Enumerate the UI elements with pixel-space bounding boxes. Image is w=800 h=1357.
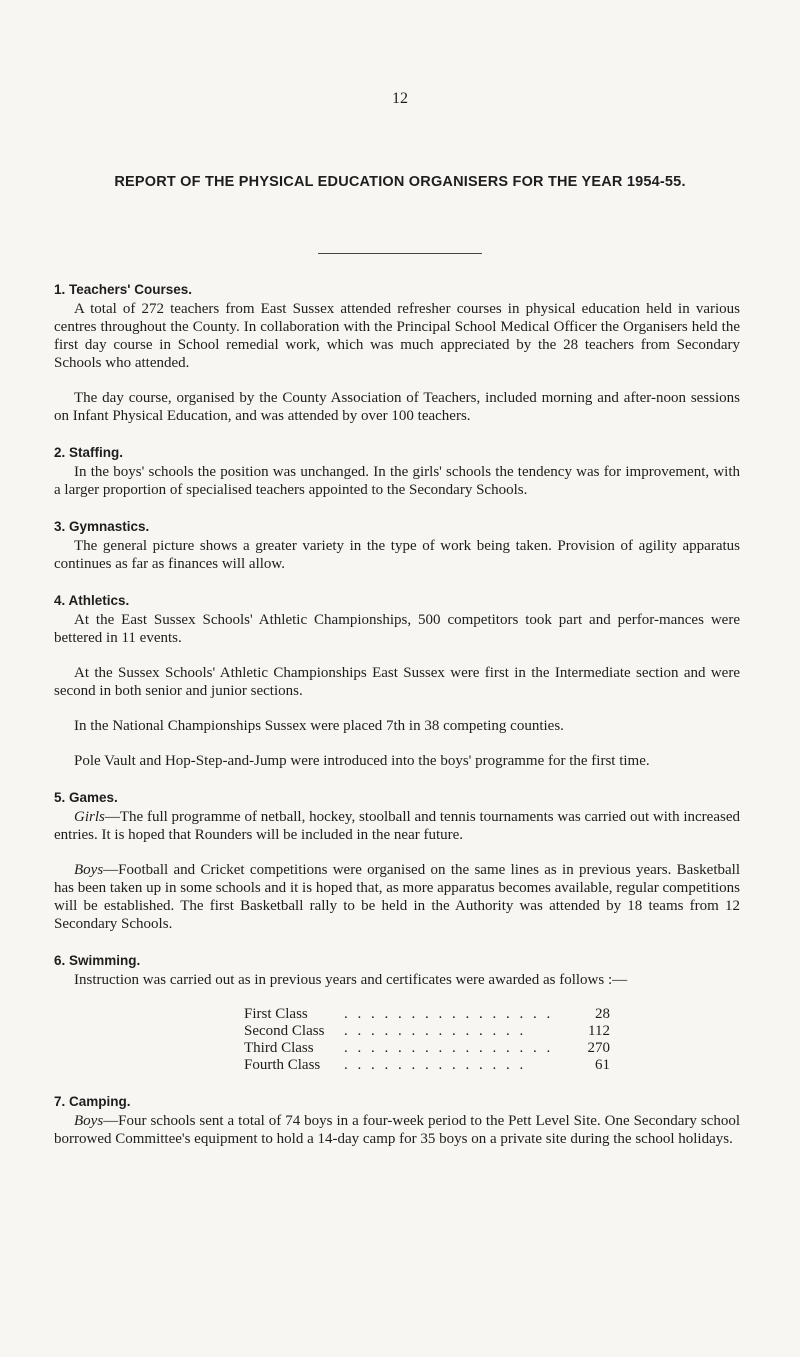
table-row <box>244 1057 610 1074</box>
boys-text: —Four schools sent a total of 74 boys in a four-week period to the Pett Level Site. One Secondary school borrowed Committee's equipment to hold a 14-day camp for 35 boys on a private site during the school holidays. <box>54 1113 740 1147</box>
certificate-count: 112 <box>588 1023 610 1039</box>
title-divider <box>318 253 482 254</box>
table-row <box>244 1023 610 1040</box>
certificate-count: 28 <box>595 1006 610 1022</box>
boys-lead: Boys <box>74 862 104 878</box>
section-swimming <box>54 953 740 1074</box>
girls-lead: Girls <box>74 809 105 825</box>
paragraph: At the East Sussex Schools' Athletic Championships, 500 competitors took part and perfor-mances were bettered in 11 events. <box>54 612 740 646</box>
section-heading: 3. Gymnastics. <box>54 519 150 534</box>
section-teachers-courses <box>54 282 740 425</box>
leader-dots: . . . . . . . . . . . . . . . . <box>344 1040 554 1056</box>
paragraph: Instruction was carried out as in previous years and certificates were awarded as follows :— <box>74 972 628 988</box>
section-heading: 7. Camping. <box>54 1094 131 1109</box>
certificate-count: 270 <box>587 1040 610 1056</box>
games-girls-paragraph <box>54 808 740 844</box>
paragraph: At the Sussex Schools' Athletic Championships East Sussex were first in the Intermediate section and were second in both senior and junior sections. <box>54 665 740 699</box>
section-heading: 4. Athletics. <box>54 593 130 608</box>
paragraph: In the boys' schools the position was unchanged. In the girls' schools the tendency was for improvement, with a larger proportion of specialised teachers appointed to the Secondary Schools. <box>54 464 740 498</box>
boys-text: —Football and Cricket competitions were organised on the same lines as in previous years. Basketball has been taken up in some schools and it is hoped that, as more apparatus becomes available, regular competitions will be established. The first Basketball rally to be held in the Authority was attended by 18 teams from 12 Secondary Schools. <box>54 862 740 932</box>
section-staffing <box>54 445 740 499</box>
certificate-class: Second Class <box>244 1023 325 1039</box>
section-heading: 5. Games. <box>54 790 118 805</box>
leader-dots: . . . . . . . . . . . . . . . . <box>344 1006 554 1022</box>
certificate-class: First Class <box>244 1006 308 1022</box>
certificates-table <box>244 1006 610 1074</box>
section-heading: 2. Staffing. <box>54 445 124 460</box>
section-games <box>54 790 740 933</box>
section-camping <box>54 1094 740 1148</box>
certificate-count: 61 <box>595 1057 610 1073</box>
paragraph: Pole Vault and Hop-Step-and-Jump were introduced into the boys' programme for the first time. <box>74 753 650 769</box>
games-boys-paragraph <box>54 861 740 933</box>
camping-boys-paragraph <box>54 1112 740 1148</box>
paragraph: The day course, organised by the County Association of Teachers, included morning and after-noon sessions on Infant Physical Education, and was attended by over 100 teachers. <box>54 390 740 424</box>
report-title: REPORT OF THE PHYSICAL EDUCATION ORGANISERS FOR THE YEAR 1954-55. <box>114 174 686 190</box>
leader-dots: . . . . . . . . . . . . . . <box>344 1023 527 1039</box>
boys-lead: Boys <box>74 1113 104 1129</box>
leader-dots: . . . . . . . . . . . . . . <box>344 1057 527 1073</box>
section-athletics <box>54 593 740 770</box>
table-row <box>244 1006 610 1023</box>
section-gymnastics <box>54 519 740 573</box>
paragraph: The general picture shows a greater variety in the type of work being taken. Provision of agility apparatus continues as far as finances will allow. <box>54 538 740 572</box>
table-row <box>244 1040 610 1057</box>
certificate-class: Fourth Class <box>244 1057 321 1073</box>
paragraph: A total of 272 teachers from East Sussex attended refresher courses in physical education held in various centres throughout the County. In collaboration with the Principal School Medical Officer the Organisers held the first day course in School remedial work, which was much appreciated by the 28 teachers from Secondary Schools who attended. <box>54 301 740 371</box>
report-body <box>54 282 740 1168</box>
page-number: 12 <box>392 90 408 107</box>
section-heading: 1. Teachers' Courses. <box>54 282 193 297</box>
girls-text: —The full programme of netball, hockey, stoolball and tennis tournaments was carried out with increased entries. It is hoped that Rounders will be included in the near future. <box>54 809 740 843</box>
certificate-class: Third Class <box>244 1040 314 1056</box>
section-heading: 6. Swimming. <box>54 953 141 968</box>
paragraph: In the National Championships Sussex were placed 7th in 38 competing counties. <box>74 718 564 734</box>
